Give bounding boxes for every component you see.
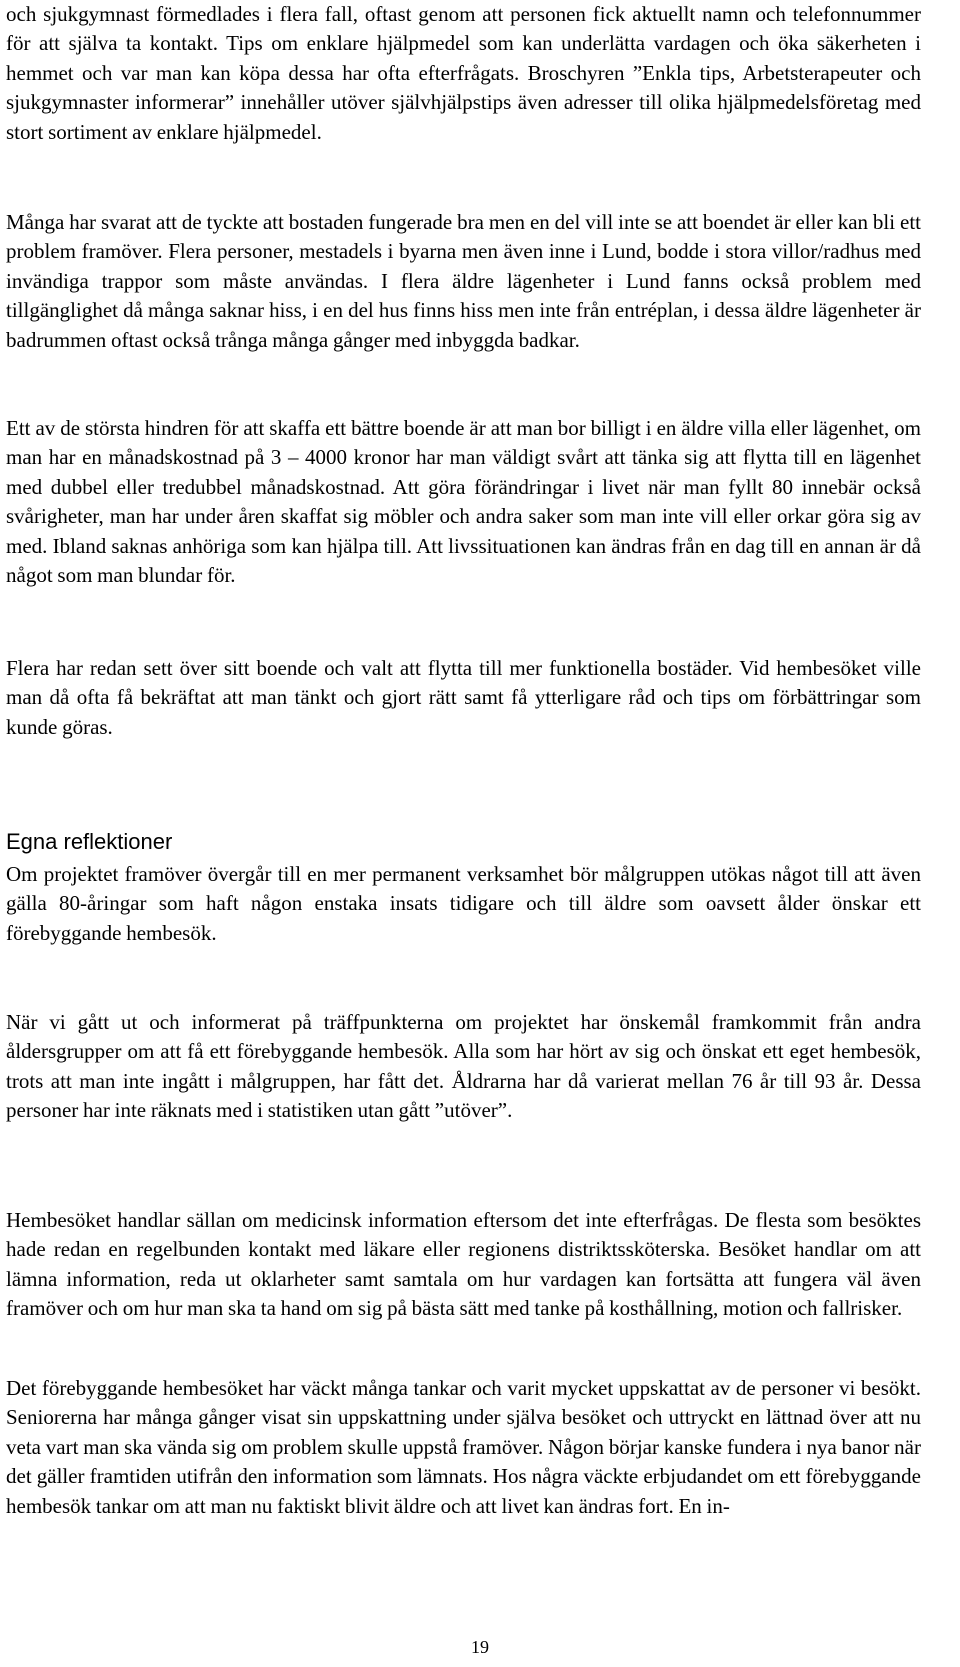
paragraph-hjalpmedel: och sjukgymnast förmedlades i flera fall, oftast genom att personen fick aktuellt namn och telefonnummer för att själva ta kontakt. Tips om enklare hjälpmedel som kan underlätta vardagen och öka säkerheten i hemmet och var man kan köpa dessa har ofta efterfrågats. Broschyren ”Enkla tips, Arbetsterapeuter och sjukgymnaster informerar” innehåller utöver självhjälpstips även adresser till olika hjälpmedelsföretag med stort sortiment av enklare hjälpmedel. xyxy=(6,2,921,144)
paragraph-flytta: Flera har redan sett över sitt boende och valt att flytta till mer funktionella bostäder. Vid hembesöket ville man då ofta få bekräftat att man tänkt och gjort rätt samt få ytterligare råd och tips om förbättringar som kunde göras. xyxy=(6,656,921,739)
paragraph-medicinsk-information: Hembesöket handlar sällan om medicinsk information eftersom det inte efterfrågas. De flesta som besöktes hade redan en regelbunden kontakt med läkare eller regionens distriktssköterska. Besöket handlar om att lämna information, reda ut oklarheter samt samtala om hur vardagen kan fortsätta att fungera väl även framöver och om hur man ska ta hand om sig på bästa sätt med tanke på kosthållning, motion och fallrisker. xyxy=(6,1208,921,1321)
paragraph-uppskattat: Det förebyggande hembesöket har väckt många tankar och varit mycket uppskattat av de personer vi besökt. Seniorerna har många gånger visat sin uppskattning under själva besöket och uttryckt en lättnad över att nu veta vart man ska vända sig om problem skulle uppstå framöver. Någon börjar kanske fundera i nya banor när det gäller framtiden utifrån den information som lämnats. Hos några väckte erbjudandet om ett förebyggande hembesök tankar om att man nu faktiskt blivit äldre och att livet kan ändras fort. En in- xyxy=(6,1376,921,1518)
page-number: 19 xyxy=(471,1637,489,1657)
section-heading: Egna reflektioner xyxy=(6,829,173,854)
paragraph-bostaden: Många har svarat att de tyckte att bostaden fungerade bra men en del vill inte se att boendet är eller kan bli ett problem framöver. Flera personer, mestadels i byarna men även inne i Lund, bodde i stora villor/radhus med invändiga trappor som måste användas. I flera äldre lägenheter i Lund fanns också problem med tillgänglighet då många saknar hiss, i en del hus finns hiss men inte från entréplan, i dessa äldre lägenheter är badrummen oftast också trånga många gånger med inbyggda badkar. xyxy=(6,210,921,352)
paragraph-malgrupp: Om projektet framöver övergår till en mer permanent verksamhet bör målgruppen utökas något till att även gälla 80-åringar som haft någon enstaka insats tidigare och till äldre som oavsett ålder önskar ett förebyggande hembesök. xyxy=(6,862,921,945)
paragraph-hinder-boende: Ett av de största hindren för att skaffa ett bättre boende är att man bor billigt i en äldre villa eller lägenhet, om man har en månadskostnad på 3 – 4000 kronor har man väldigt svårt att tänka sig att flytta till en lägenhet med dubbel eller tredubbel månadskostnad. Att göra förändringar i livet när man fyllt 80 innebär också svårigheter, man har under åren skaffat sig möbler och andra saker som man inte vill eller orkar göra sig av med. Ibland saknas anhöriga som kan hjälpa till. Att livssituationen kan ändras från en dag till en annan är då något som man blundar för. xyxy=(6,416,921,588)
paragraph-aldersgrupper: När vi gått ut och informerat på träffpunkterna om projektet har önskemål framkommit från andra åldersgrupper om att få ett förebyggande hembesök. Alla som har hört av sig och önskat ett eget hembesök, trots att man inte ingått i målgruppen, har fått det. Åldrarna har då varierat mellan 76 år till 93 år. Dessa personer har inte räknats med i statistiken utan gått ”utöver”. xyxy=(6,1010,921,1123)
